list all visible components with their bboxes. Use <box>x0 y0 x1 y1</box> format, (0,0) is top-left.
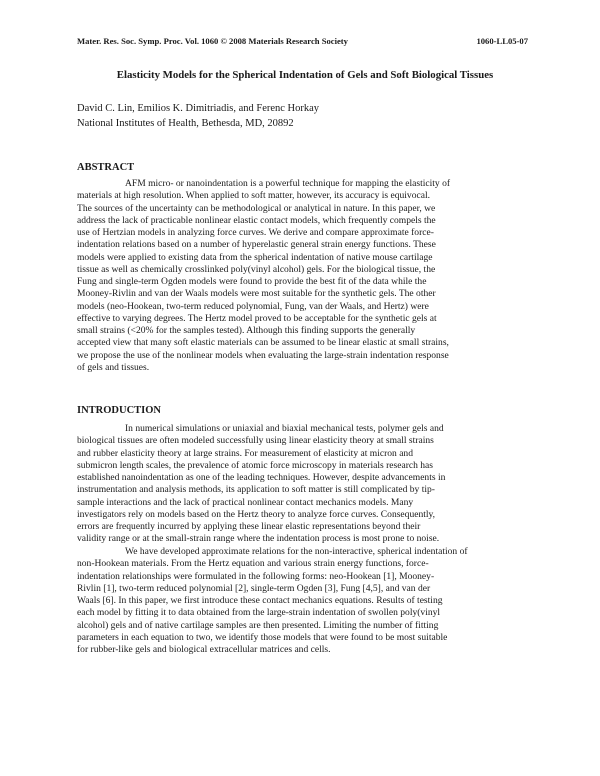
text-line: established nanoindentation as one of the leading techniques. However, despite advancements in <box>77 472 446 483</box>
text-line: we propose the use of the nonlinear models when evaluating the large-strain indentation response <box>77 349 449 361</box>
text-line: small strains (<20% for the samples tested). Although this finding supports the generally <box>77 325 416 336</box>
text-line: alcohol) gels and of native cartilage samples are then presented. Limiting the number of fitting <box>77 619 439 631</box>
text-line: We have developed approximate relations for the non-interactive, spherical indentation of <box>125 546 468 557</box>
text-line: Rivlin [1], two-term reduced polynomial [2], single-term Ogden [3], Fung [4,5], and van der <box>77 582 431 594</box>
journal-header: Mater. Res. Soc. Symp. Proc. Vol. 1060 © 2008 Materials Research Society <box>77 36 348 46</box>
paper-title: Elasticity Models for the Spherical Indentation of Gels and Soft Biological Tissues <box>116 69 494 81</box>
author-affiliation: National Institutes of Health, Bethesda, MD, 20892 <box>77 118 294 130</box>
text-line: models (neo-Hookean, two-term reduced polynomial, Fung, van der Waals, and Hertz) were <box>77 300 429 312</box>
text-line: tissue as well as chemically crosslinked poly(vinyl alcohol) gels. For the biological tissue, the <box>77 263 436 275</box>
text-line: validity range or at the small-strain range where the indentation process is most prone to noise. <box>77 533 440 545</box>
text-line: AFM micro- or nanoindentation is a powerful technique for mapping the elasticity of <box>125 178 451 189</box>
text-line: models were applied to existing data from the spherical indentation of native mouse cartilage <box>77 251 433 263</box>
text-line: Mooney-Rivlin and van der Waals models were most suitable for the synthetic gels. The other <box>77 288 436 300</box>
text-line: instrumentation and analysis methods, its application to soft matter is still complicated by tip- <box>77 484 435 496</box>
text-line: parameters in each equation to two, we identify those models that were found to be most suitable <box>77 631 448 643</box>
text-line: investigators rely on models based on the Hertz theory to analyze force curves. Consequently, <box>77 508 436 520</box>
text-line: Waals [6]. In this paper, we first introduce these contact mechanics equations. Results of testing <box>77 595 443 606</box>
abstract-body <box>77 178 527 374</box>
abstract-heading: ABSTRACT <box>77 162 135 173</box>
text-line: materials at high resolution. When applied to soft matter, however, its accuracy is equivocal. <box>77 190 430 202</box>
text-line: effective to varying degrees. The Hertz model proved to be acceptable for the synthetic gels at <box>77 312 437 324</box>
text-line: In numerical simulations or uniaxial and biaxial mechanical tests, polymer gels and <box>125 423 444 434</box>
text-line: address the lack of practicable nonlinear elastic contact models, which frequently compels the <box>77 214 436 226</box>
text-line: submicron length scales, the prevalence of atomic force microscopy in materials research has <box>77 459 434 471</box>
paper-id: 1060-LL05-07 <box>476 36 528 46</box>
text-line: and rubber elasticity theory at large strains. For measurement of elasticity at micron and <box>77 447 413 459</box>
author-block <box>77 101 319 132</box>
text-line: errors are frequently incurred by applying these linear elastic representations beyond their <box>77 521 421 532</box>
text-line: each model by fitting it to data obtained from the large-strain indentation of swollen poly(vinyl <box>77 607 441 619</box>
text-line: indentation relationships were formulated in the following forms: neo-Hookean [1], Mooney- <box>77 570 435 582</box>
introduction-paragraph-2 <box>77 546 527 656</box>
text-line: sample interactions and the lack of practical nonlinear contact mechanics models. Many <box>77 496 414 508</box>
text-line: accepted view that many soft elastic materials can be assumed to be linear elastic at small strains, <box>77 337 449 349</box>
author-names: David C. Lin, Emilios K. Dimitriadis, and Ferenc Horkay <box>77 103 320 114</box>
text-line: of gels and tissues. <box>77 361 150 373</box>
text-line: indentation relations based on a number of hyperelastic general strain energy functions. These <box>77 239 436 251</box>
introduction-paragraph-1 <box>77 423 527 546</box>
introduction-heading: INTRODUCTION <box>77 405 162 416</box>
text-line: Fung and single-term Ogden models were found to provide the best fit of the data while the <box>77 276 427 287</box>
text-line: for rubber-like gels and biological extracellular matrices and cells. <box>77 644 331 655</box>
text-line: use of Hertzian models in analyzing force curves. We derive and compare approximate force- <box>77 227 434 238</box>
text-line: The sources of the uncertainty can be methodological or analytical in nature. In this paper, we <box>77 202 436 214</box>
text-line: non-Hookean materials. From the Hertz equation and various strain energy functions, force- <box>77 558 429 570</box>
text-line: biological tissues are often modeled successfully using linear elasticity theory at small strains <box>77 435 434 447</box>
